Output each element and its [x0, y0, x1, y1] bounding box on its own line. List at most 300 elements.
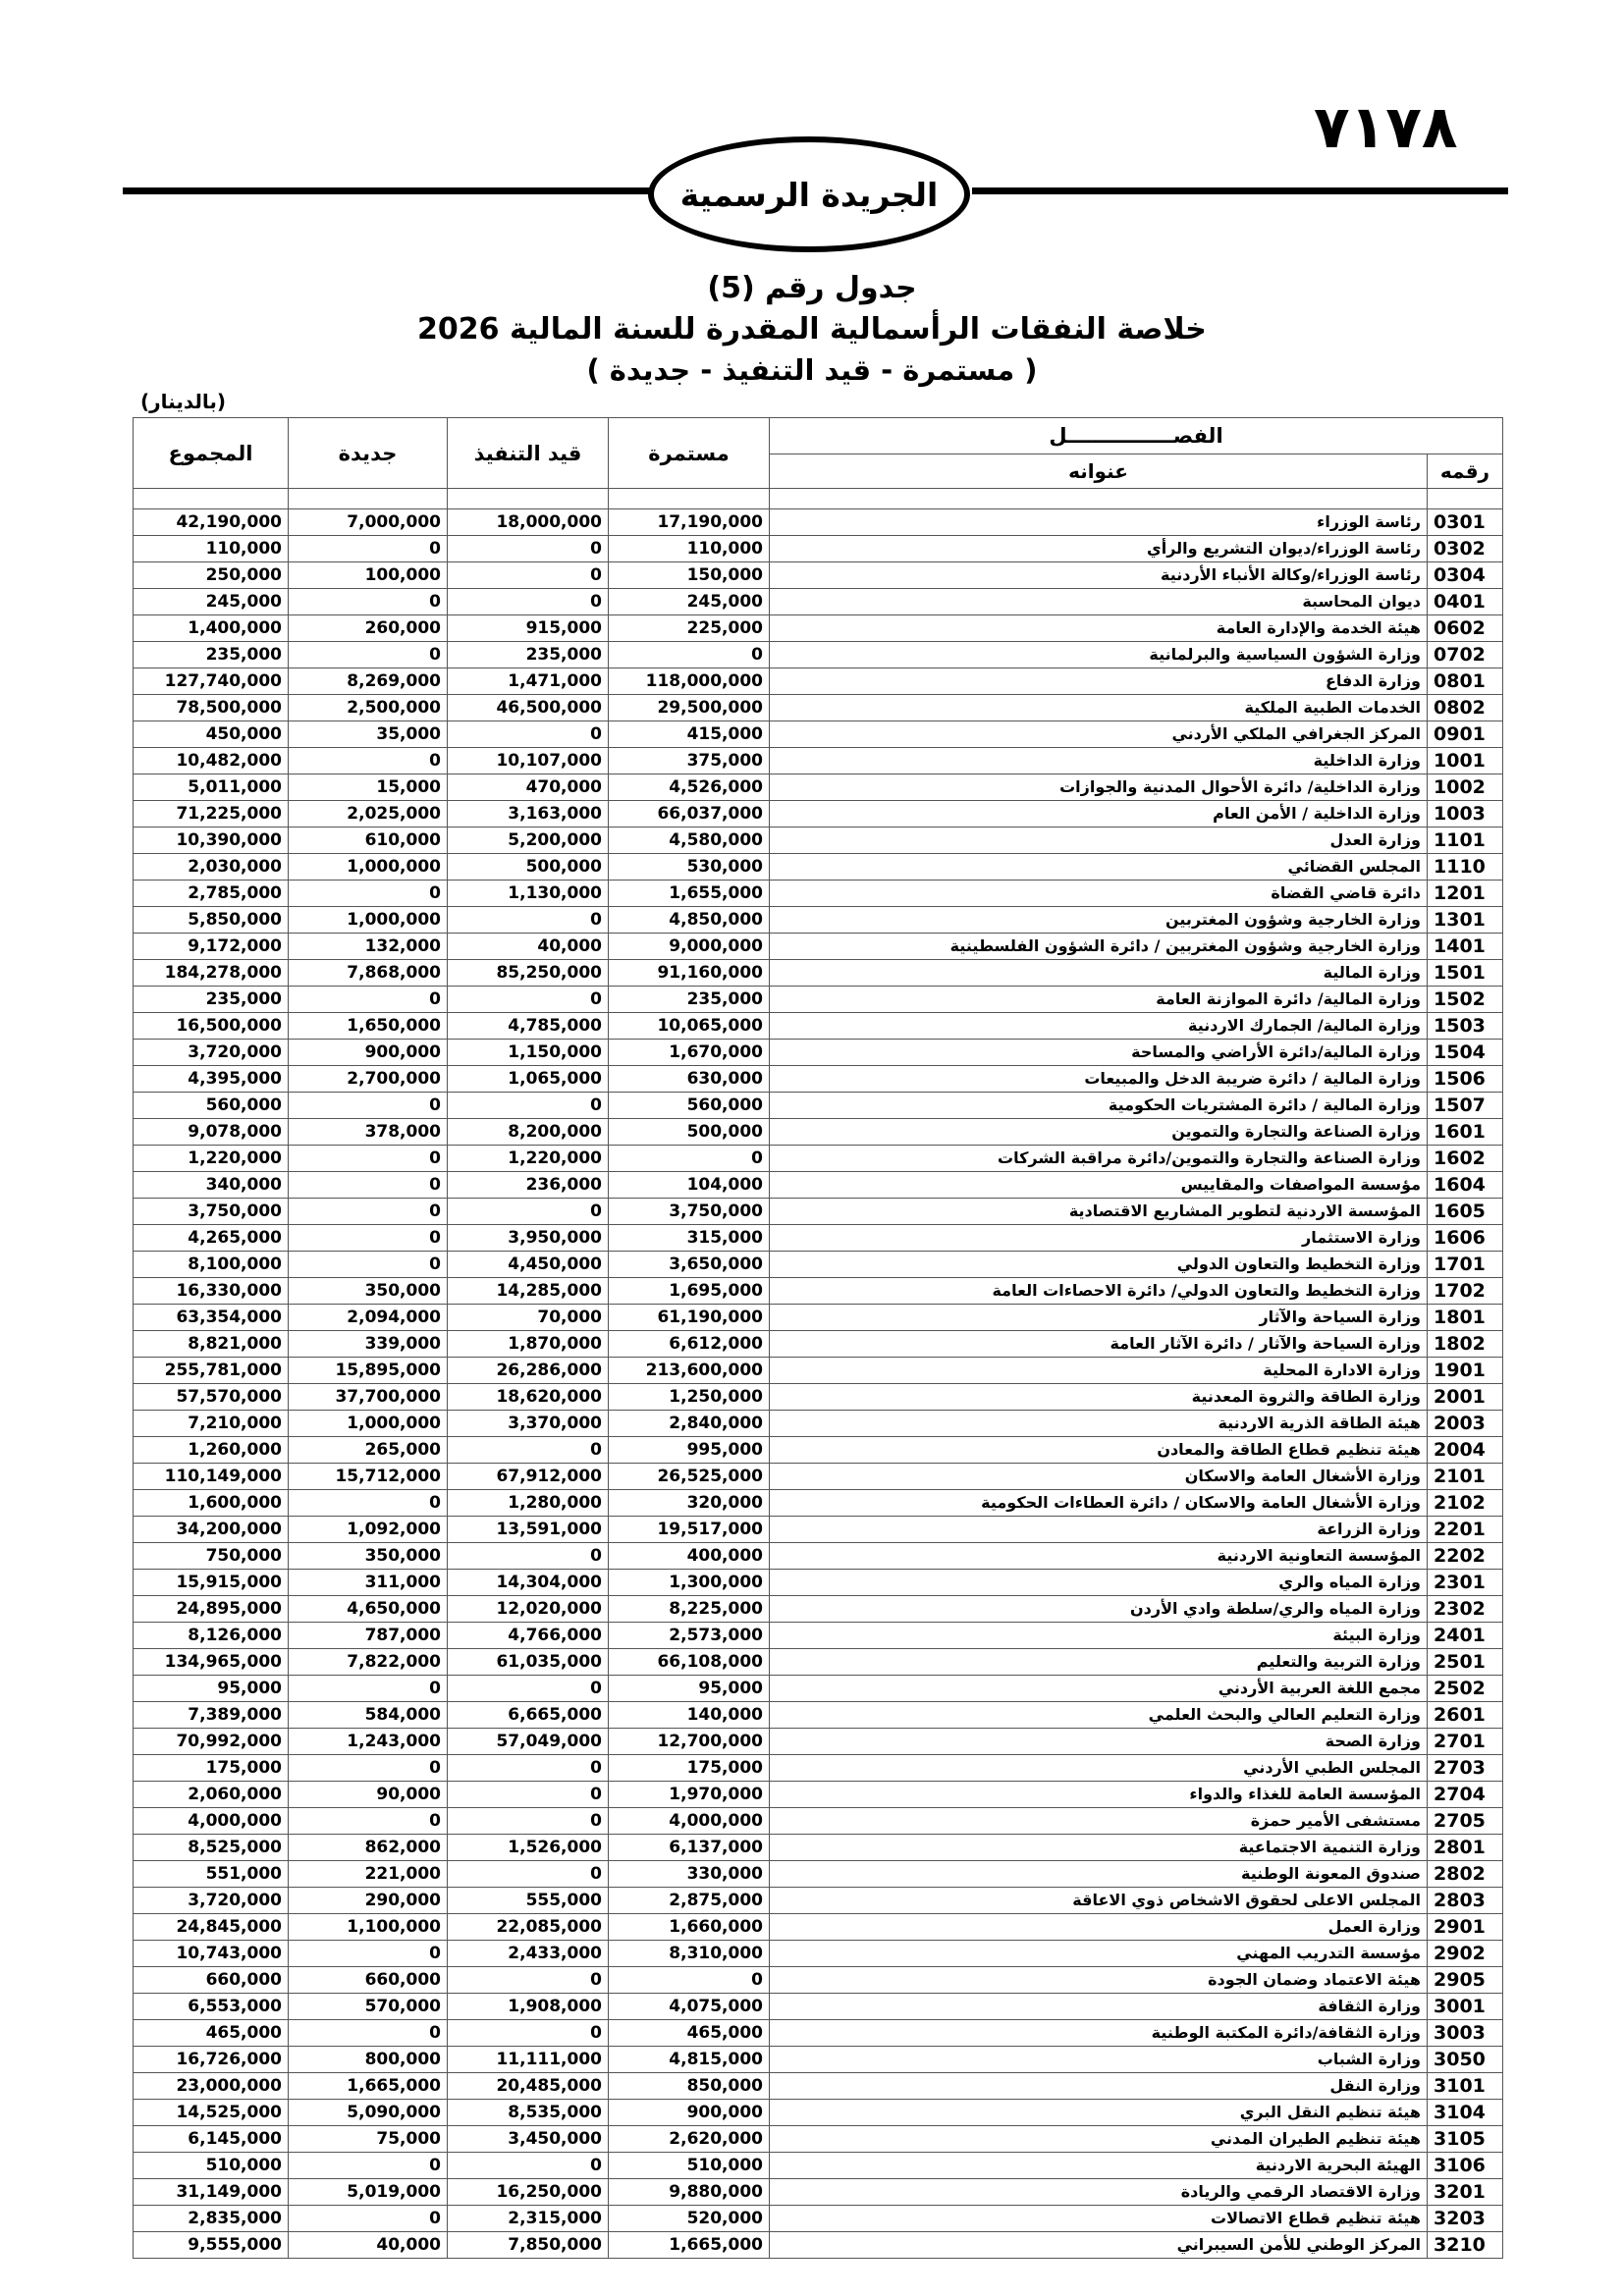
cell-new: 0: [289, 1941, 448, 1967]
cell-total: 1,600,000: [134, 1490, 289, 1517]
table-row: [134, 801, 1503, 828]
cell-chapter-code: 1802: [1428, 1331, 1503, 1358]
table-row: [134, 1013, 1503, 1040]
cell-chapter-code: 2003: [1428, 1411, 1503, 1437]
table-row: [134, 1914, 1503, 1941]
cell-ongoing: 520,000: [609, 2206, 770, 2232]
cell-chapter-name: هيئة تنظيم قطاع الطاقة والمعادن: [770, 1437, 1428, 1464]
cell-chapter-name: وزارة المالية/دائرة الأراضي والمساحة: [770, 1040, 1428, 1066]
cell-chapter-name: وزارة التخطيط والتعاون الدولي: [770, 1252, 1428, 1278]
cell-chapter-code: 1201: [1428, 881, 1503, 907]
cell-total: 1,260,000: [134, 1437, 289, 1464]
cell-ongoing: 19,517,000: [609, 1517, 770, 1543]
cell-new: 8,269,000: [289, 668, 448, 695]
cell-in-progress: 0: [448, 2020, 609, 2047]
cell-in-progress: 0: [448, 2153, 609, 2179]
cell-ongoing: 66,037,000: [609, 801, 770, 828]
cell-total: 16,726,000: [134, 2047, 289, 2073]
cell-ongoing: 110,000: [609, 536, 770, 562]
cell-total: 42,190,000: [134, 509, 289, 536]
cell-chapter-name: وزارة البيئة: [770, 1623, 1428, 1649]
cell-total: 10,390,000: [134, 828, 289, 854]
table-row: [134, 1437, 1503, 1464]
cell-total: 7,389,000: [134, 1702, 289, 1729]
cell-new: 75,000: [289, 2126, 448, 2153]
cell-new: 0: [289, 987, 448, 1013]
cell-new: 2,500,000: [289, 695, 448, 721]
cell-ongoing: 12,700,000: [609, 1729, 770, 1755]
cell-new: 0: [289, 2153, 448, 2179]
table-row: [134, 907, 1503, 934]
cell-new: 0: [289, 1676, 448, 1702]
cell-total: 3,750,000: [134, 1199, 289, 1225]
cell-new: 1,243,000: [289, 1729, 448, 1755]
cell-total: 8,821,000: [134, 1331, 289, 1358]
cell-new: 35,000: [289, 721, 448, 748]
table-row: [134, 2020, 1503, 2047]
cell-new: 37,700,000: [289, 1384, 448, 1411]
cell-ongoing: 4,850,000: [609, 907, 770, 934]
table-row: [134, 1596, 1503, 1623]
cell-new: 221,000: [289, 1861, 448, 1888]
header-new: جديدة: [289, 418, 448, 489]
cell-ongoing: 400,000: [609, 1543, 770, 1570]
cell-in-progress: 7,850,000: [448, 2232, 609, 2259]
cell-chapter-code: 0901: [1428, 721, 1503, 748]
cell-ongoing: 315,000: [609, 1225, 770, 1252]
cell-chapter-name: هيئة تنظيم قطاع الاتصالات: [770, 2206, 1428, 2232]
cell-ongoing: 3,650,000: [609, 1252, 770, 1278]
cell-chapter-code: 0602: [1428, 615, 1503, 642]
cell-total: 660,000: [134, 1967, 289, 1994]
cell-in-progress: 46,500,000: [448, 695, 609, 721]
cell-chapter-name: وزارة الأشغال العامة والاسكان / دائرة العطاءات الحكومية: [770, 1490, 1428, 1517]
cell-ongoing: 1,250,000: [609, 1384, 770, 1411]
table-row: [134, 1543, 1503, 1570]
cell-in-progress: 5,200,000: [448, 828, 609, 854]
cell-total: 23,000,000: [134, 2073, 289, 2100]
cell-chapter-name: ديوان المحاسبة: [770, 589, 1428, 615]
cell-new: 0: [289, 1225, 448, 1252]
table-row: [134, 934, 1503, 960]
cell-new: 2,094,000: [289, 1305, 448, 1331]
cell-new: 7,000,000: [289, 509, 448, 536]
cell-ongoing: 4,000,000: [609, 1808, 770, 1835]
cell-ongoing: 225,000: [609, 615, 770, 642]
table-row: [134, 1490, 1503, 1517]
table-row: [134, 721, 1503, 748]
cell-total: 255,781,000: [134, 1358, 289, 1384]
table-row: [134, 536, 1503, 562]
cell-ongoing: 1,695,000: [609, 1278, 770, 1305]
table-row: [134, 1941, 1503, 1967]
cell-in-progress: 0: [448, 1093, 609, 1119]
table-row: [134, 1278, 1503, 1305]
cell-chapter-name: وزارة الخارجية وشؤون المغتربين: [770, 907, 1428, 934]
cell-in-progress: 57,049,000: [448, 1729, 609, 1755]
cell-total: 750,000: [134, 1543, 289, 1570]
table-row: [134, 960, 1503, 987]
cell-chapter-code: 0802: [1428, 695, 1503, 721]
cell-chapter-name: وزارة الداخلية / الأمن العام: [770, 801, 1428, 828]
cell-new: 584,000: [289, 1702, 448, 1729]
cell-in-progress: 1,526,000: [448, 1835, 609, 1861]
cell-chapter-name: وزارة التعليم العالي والبحث العلمي: [770, 1702, 1428, 1729]
cell-ongoing: 66,108,000: [609, 1649, 770, 1676]
cell-chapter-code: 2101: [1428, 1464, 1503, 1490]
cell-new: 7,868,000: [289, 960, 448, 987]
cell-in-progress: 61,035,000: [448, 1649, 609, 1676]
table-row: [134, 668, 1503, 695]
cell-new: 0: [289, 1172, 448, 1199]
cell-ongoing: 4,075,000: [609, 1994, 770, 2020]
cell-total: 8,126,000: [134, 1623, 289, 1649]
cell-chapter-name: وزارة التنمية الاجتماعية: [770, 1835, 1428, 1861]
header-chapter: الفصـــــــــــــــل: [770, 418, 1503, 454]
cell-new: 0: [289, 1252, 448, 1278]
cell-new: 15,712,000: [289, 1464, 448, 1490]
cell-ongoing: 140,000: [609, 1702, 770, 1729]
cell-new: 0: [289, 1093, 448, 1119]
cell-chapter-code: 2802: [1428, 1861, 1503, 1888]
cell-total: 184,278,000: [134, 960, 289, 987]
table-row: [134, 2073, 1503, 2100]
cell-chapter-name: هيئة الطاقة الذرية الاردنية: [770, 1411, 1428, 1437]
table-row: [134, 1172, 1503, 1199]
cell-chapter-name: وزارة الشباب: [770, 2047, 1428, 2073]
cell-in-progress: 1,130,000: [448, 881, 609, 907]
cell-new: 0: [289, 2020, 448, 2047]
cell-chapter-code: 1110: [1428, 854, 1503, 881]
cell-chapter-name: وزارة الاستثمار: [770, 1225, 1428, 1252]
cell-new: 15,895,000: [289, 1358, 448, 1384]
cell-in-progress: 67,912,000: [448, 1464, 609, 1490]
cell-chapter-code: 1003: [1428, 801, 1503, 828]
cell-chapter-code: 2705: [1428, 1808, 1503, 1835]
cell-chapter-code: 2202: [1428, 1543, 1503, 1570]
cell-new: 787,000: [289, 1623, 448, 1649]
table-row: [134, 748, 1503, 774]
cell-chapter-code: 1601: [1428, 1119, 1503, 1146]
cell-chapter-code: 1801: [1428, 1305, 1503, 1331]
cell-in-progress: 0: [448, 1967, 609, 1994]
cell-ongoing: 6,137,000: [609, 1835, 770, 1861]
cell-in-progress: 235,000: [448, 642, 609, 668]
cell-chapter-code: 2803: [1428, 1888, 1503, 1914]
table-row: [134, 1199, 1503, 1225]
table-row: [134, 2126, 1503, 2153]
cell-new: 350,000: [289, 1543, 448, 1570]
cell-chapter-code: 1506: [1428, 1066, 1503, 1093]
masthead-title: الجريدة الرسمية: [679, 175, 939, 214]
cell-new: 90,000: [289, 1782, 448, 1808]
cell-ongoing: 4,580,000: [609, 828, 770, 854]
cell-ongoing: 1,655,000: [609, 881, 770, 907]
cell-chapter-name: وزارة الزراعة: [770, 1517, 1428, 1543]
cell-total: 31,149,000: [134, 2179, 289, 2206]
cell-total: 175,000: [134, 1755, 289, 1782]
cell-ongoing: 500,000: [609, 1119, 770, 1146]
cell-ongoing: 8,225,000: [609, 1596, 770, 1623]
cell-chapter-code: 0801: [1428, 668, 1503, 695]
cell-new: 0: [289, 1490, 448, 1517]
cell-chapter-name: وزارة الاقتصاد الرقمي والريادة: [770, 2179, 1428, 2206]
cell-chapter-name: المجلس القضائي: [770, 854, 1428, 881]
cell-in-progress: 0: [448, 1861, 609, 1888]
table-row: [134, 642, 1503, 668]
cell-new: 132,000: [289, 934, 448, 960]
cell-chapter-code: 1605: [1428, 1199, 1503, 1225]
table-row: [134, 1358, 1503, 1384]
cell-total: 245,000: [134, 589, 289, 615]
cell-chapter-code: 2401: [1428, 1623, 1503, 1649]
cell-chapter-code: 2302: [1428, 1596, 1503, 1623]
table-row: [134, 1146, 1503, 1172]
table-row: [134, 1464, 1503, 1490]
cell-chapter-code: 1502: [1428, 987, 1503, 1013]
cell-chapter-name: مستشفى الأمير حمزة: [770, 1808, 1428, 1835]
cell-total: 127,740,000: [134, 668, 289, 695]
cell-in-progress: 0: [448, 589, 609, 615]
cell-in-progress: 3,370,000: [448, 1411, 609, 1437]
cell-total: 9,172,000: [134, 934, 289, 960]
cell-in-progress: 16,250,000: [448, 2179, 609, 2206]
cell-chapter-code: 1702: [1428, 1278, 1503, 1305]
cell-chapter-code: 0702: [1428, 642, 1503, 668]
cell-ongoing: 330,000: [609, 1861, 770, 1888]
cell-chapter-name: وزارة التربية والتعليم: [770, 1649, 1428, 1676]
cell-chapter-name: وزارة الصناعة والتجارة والتموين/دائرة مراقبة الشركات: [770, 1146, 1428, 1172]
cell-chapter-code: 2201: [1428, 1517, 1503, 1543]
cell-new: 378,000: [289, 1119, 448, 1146]
table-row: [134, 1093, 1503, 1119]
cell-chapter-code: 2502: [1428, 1676, 1503, 1702]
cell-new: 1,092,000: [289, 1517, 448, 1543]
table-row: [134, 509, 1503, 536]
cell-chapter-code: 1401: [1428, 934, 1503, 960]
cell-in-progress: 0: [448, 1755, 609, 1782]
cell-total: 24,845,000: [134, 1914, 289, 1941]
cell-chapter-name: المركز الوطني للأمن السيبراني: [770, 2232, 1428, 2259]
cell-total: 450,000: [134, 721, 289, 748]
cell-in-progress: 0: [448, 536, 609, 562]
cell-ongoing: 0: [609, 1146, 770, 1172]
cell-chapter-code: 2905: [1428, 1967, 1503, 1994]
cell-new: 0: [289, 748, 448, 774]
cell-in-progress: 13,591,000: [448, 1517, 609, 1543]
cell-total: 24,895,000: [134, 1596, 289, 1623]
table-row: [134, 1384, 1503, 1411]
cell-new: 1,000,000: [289, 907, 448, 934]
cell-chapter-name: هيئة الاعتماد وضمان الجودة: [770, 1967, 1428, 1994]
table-row: [134, 1570, 1503, 1596]
cell-in-progress: 1,150,000: [448, 1040, 609, 1066]
cell-ongoing: 4,526,000: [609, 774, 770, 801]
cell-total: 63,354,000: [134, 1305, 289, 1331]
cell-chapter-name: وزارة النقل: [770, 2073, 1428, 2100]
table-subtitle-categories: ( مستمرة - قيد التنفيذ - جديدة ): [586, 353, 1038, 387]
cell-new: 2,025,000: [289, 801, 448, 828]
cell-new: 0: [289, 1199, 448, 1225]
cell-chapter-code: 3201: [1428, 2179, 1503, 2206]
cell-ongoing: 8,310,000: [609, 1941, 770, 1967]
cell-in-progress: 12,020,000: [448, 1596, 609, 1623]
table-row: [134, 774, 1503, 801]
cell-ongoing: 1,670,000: [609, 1040, 770, 1066]
table-row: [134, 1411, 1503, 1437]
cell-chapter-code: 0304: [1428, 562, 1503, 589]
cell-chapter-code: 2901: [1428, 1914, 1503, 1941]
cell-chapter-name: مجمع اللغة العربية الأردني: [770, 1676, 1428, 1702]
cell-total: 70,992,000: [134, 1729, 289, 1755]
cell-in-progress: 1,471,000: [448, 668, 609, 695]
unit-note: (بالدينار): [140, 390, 227, 413]
table-row: [134, 2047, 1503, 2073]
cell-ongoing: 560,000: [609, 1093, 770, 1119]
cell-chapter-name: وزارة الادارة المحلية: [770, 1358, 1428, 1384]
cell-in-progress: 4,785,000: [448, 1013, 609, 1040]
table-row: [134, 562, 1503, 589]
cell-chapter-code: 3106: [1428, 2153, 1503, 2179]
cell-total: 465,000: [134, 2020, 289, 2047]
cell-new: 1,665,000: [289, 2073, 448, 2100]
cell-chapter-code: 0301: [1428, 509, 1503, 536]
cell-new: 862,000: [289, 1835, 448, 1861]
cell-total: 10,482,000: [134, 748, 289, 774]
cell-in-progress: 2,315,000: [448, 2206, 609, 2232]
cell-chapter-code: 2703: [1428, 1755, 1503, 1782]
cell-total: 95,000: [134, 1676, 289, 1702]
cell-in-progress: 0: [448, 1782, 609, 1808]
cell-in-progress: 0: [448, 562, 609, 589]
cell-chapter-code: 2004: [1428, 1437, 1503, 1464]
cell-ongoing: 213,600,000: [609, 1358, 770, 1384]
cell-chapter-name: وزارة الداخلية/ دائرة الأحوال المدنية والجوازات: [770, 774, 1428, 801]
cell-new: 1,000,000: [289, 1411, 448, 1437]
cell-total: 2,835,000: [134, 2206, 289, 2232]
cell-chapter-name: وزارة الشؤون السياسية والبرلمانية: [770, 642, 1428, 668]
cell-in-progress: 915,000: [448, 615, 609, 642]
cell-new: 7,822,000: [289, 1649, 448, 1676]
cell-new: 15,000: [289, 774, 448, 801]
cell-chapter-name: المجلس الطبي الأردني: [770, 1755, 1428, 1782]
cell-chapter-code: 1504: [1428, 1040, 1503, 1066]
cell-new: 100,000: [289, 562, 448, 589]
cell-chapter-code: 0302: [1428, 536, 1503, 562]
cell-chapter-name: هيئة تنظيم النقل البري: [770, 2100, 1428, 2126]
cell-total: 8,525,000: [134, 1835, 289, 1861]
cell-chapter-code: 1501: [1428, 960, 1503, 987]
cell-in-progress: 470,000: [448, 774, 609, 801]
cell-ongoing: 2,573,000: [609, 1623, 770, 1649]
header-rule-right: [972, 187, 1508, 194]
cell-in-progress: 1,870,000: [448, 1331, 609, 1358]
cell-new: 0: [289, 642, 448, 668]
cell-ongoing: 0: [609, 1967, 770, 1994]
cell-chapter-code: 2102: [1428, 1490, 1503, 1517]
header-spacer-row: [134, 489, 1503, 509]
page-number: ٧١٧٨: [1314, 93, 1458, 162]
cell-chapter-name: وزارة الثقافة/دائرة المكتبة الوطنية: [770, 2020, 1428, 2047]
cell-in-progress: 14,285,000: [448, 1278, 609, 1305]
cell-chapter-code: 3001: [1428, 1994, 1503, 2020]
cell-in-progress: 4,766,000: [448, 1623, 609, 1649]
cell-ongoing: 375,000: [609, 748, 770, 774]
cell-new: 311,000: [289, 1570, 448, 1596]
cell-ongoing: 2,620,000: [609, 2126, 770, 2153]
cell-in-progress: 6,665,000: [448, 1702, 609, 1729]
cell-ongoing: 91,160,000: [609, 960, 770, 987]
table-row: [134, 1729, 1503, 1755]
cell-in-progress: 18,000,000: [448, 509, 609, 536]
table-row: [134, 2100, 1503, 2126]
cell-new: 4,650,000: [289, 1596, 448, 1623]
cell-ongoing: 175,000: [609, 1755, 770, 1782]
table-row: [134, 1649, 1503, 1676]
cell-new: 1,100,000: [289, 1914, 448, 1941]
cell-ongoing: 630,000: [609, 1066, 770, 1093]
cell-in-progress: 85,250,000: [448, 960, 609, 987]
cell-ongoing: 995,000: [609, 1437, 770, 1464]
cell-ongoing: 2,840,000: [609, 1411, 770, 1437]
cell-in-progress: 1,908,000: [448, 1994, 609, 2020]
cell-chapter-name: هيئة تنظيم الطيران المدني: [770, 2126, 1428, 2153]
cell-chapter-name: وزارة المياه والري: [770, 1570, 1428, 1596]
cell-new: 0: [289, 536, 448, 562]
cell-new: 0: [289, 589, 448, 615]
cell-ongoing: 104,000: [609, 1172, 770, 1199]
cell-in-progress: 3,163,000: [448, 801, 609, 828]
cell-new: 0: [289, 2206, 448, 2232]
cell-ongoing: 1,665,000: [609, 2232, 770, 2259]
cell-in-progress: 0: [448, 1199, 609, 1225]
header-title-column: عنوانه: [770, 454, 1428, 489]
cell-in-progress: 2,433,000: [448, 1941, 609, 1967]
cell-ongoing: 10,065,000: [609, 1013, 770, 1040]
cell-chapter-name: الهيئة البحرية الاردنية: [770, 2153, 1428, 2179]
cell-new: 610,000: [289, 828, 448, 854]
table-row: [134, 1702, 1503, 1729]
cell-ongoing: 1,970,000: [609, 1782, 770, 1808]
cell-total: 110,149,000: [134, 1464, 289, 1490]
cell-in-progress: 3,950,000: [448, 1225, 609, 1252]
cell-chapter-code: 3101: [1428, 2073, 1503, 2100]
cell-ongoing: 1,660,000: [609, 1914, 770, 1941]
table-row: [134, 695, 1503, 721]
table-row: [134, 589, 1503, 615]
header-rule-left: [123, 187, 653, 194]
table-row: [134, 1252, 1503, 1278]
cell-chapter-code: 2001: [1428, 1384, 1503, 1411]
cell-chapter-name: وزارة التخطيط والتعاون الدولي/ دائرة الاحصاءات العامة: [770, 1278, 1428, 1305]
cell-in-progress: 0: [448, 987, 609, 1013]
cell-total: 340,000: [134, 1172, 289, 1199]
table-row: [134, 1967, 1503, 1994]
cell-chapter-code: 1001: [1428, 748, 1503, 774]
cell-chapter-code: 3203: [1428, 2206, 1503, 2232]
table-body: [134, 509, 1503, 2259]
cell-ongoing: 150,000: [609, 562, 770, 589]
cell-in-progress: 4,450,000: [448, 1252, 609, 1278]
table-row: [134, 987, 1503, 1013]
cell-new: 350,000: [289, 1278, 448, 1305]
header-total: المجموع: [134, 418, 289, 489]
cell-in-progress: 1,065,000: [448, 1066, 609, 1093]
table-row: [134, 1808, 1503, 1835]
table-row: [134, 1066, 1503, 1093]
cell-ongoing: 29,500,000: [609, 695, 770, 721]
cell-total: 15,915,000: [134, 1570, 289, 1596]
